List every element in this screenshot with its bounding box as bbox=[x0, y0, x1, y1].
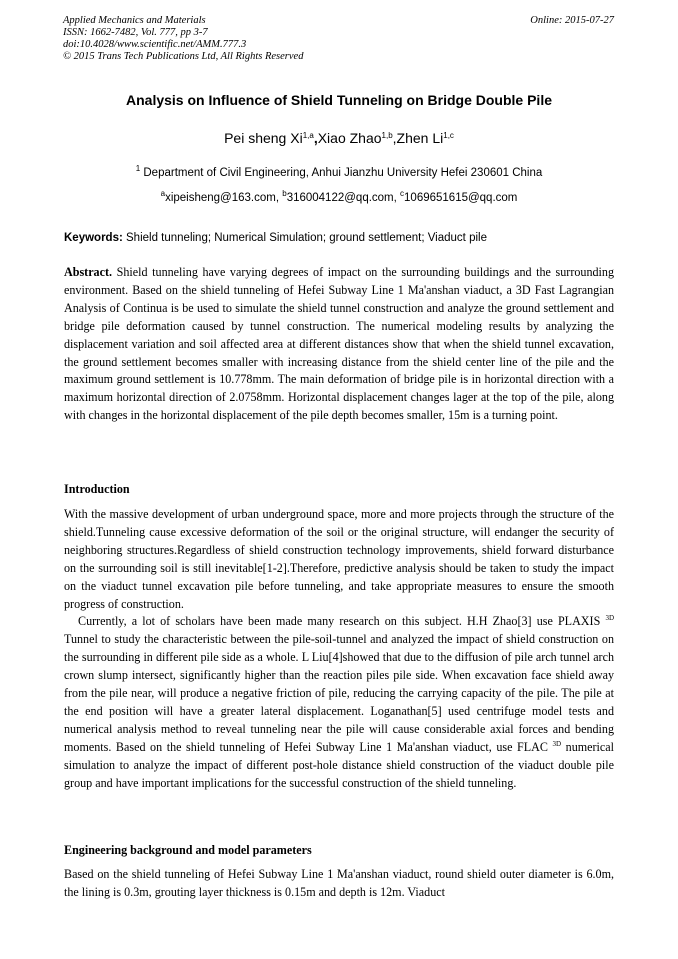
abstract-text: Shield tunneling have varying degrees of impact on the surrounding buildings and the surrounding environment. Based on the shield tunneling of Hefei Subway Line 1 Ma'anshan viaduct, a 3D Fast Lagrangian Analysis of Continua is be used to simulate the shield tunnel construction and analyze the ground settlement and bridge pile deformation caused by tunnel construction. The numerical modeling results by analyzing the displacement variation and soil affected area at different distances show that when the shield tunnel excavation, the ground settlement becomes smaller with increasing distance from the shield center line of the pile and the maximum ground settlement is 10.778mm. The main deformation of bridge pile is in horizontal direction with a maximum horizontal direction of 2.0758mm. Horizontal displacement changes lager at the top of the pile, along with changes in the horizontal displacement of the pile depth becomes smaller, 15m is a turning point. bbox=[64, 265, 614, 423]
engineering-body bbox=[64, 866, 614, 902]
issn: ISSN: 1662-7482, Vol. 777, pp 3-7 bbox=[63, 27, 208, 38]
text-run: Currently, a lot of scholars have been made many research on this subject. H.H Zhao[3] use PLAXIS bbox=[78, 614, 601, 629]
affil-text: Department of Civil Engineering, Anhui Jianzhu University Hefei 230601 China bbox=[143, 167, 543, 179]
abstract-label: Abstract. bbox=[64, 265, 113, 279]
email-list: $^a$xipeisheng@163.com, $^b$316004122@qq.com, $^c$1069651615@qq.com bbox=[160, 189, 518, 204]
keywords bbox=[64, 232, 624, 244]
email-link[interactable]: xipeisheng@163.com bbox=[165, 192, 276, 204]
author-affil-mark: 1,c bbox=[443, 131, 454, 140]
superscript: 3D bbox=[605, 614, 614, 623]
author-affil-mark: 1,a bbox=[302, 131, 314, 140]
affil-mark: 1 bbox=[135, 164, 141, 173]
text-run: numerical simulation to analyze the impact of different post-hole distance shield construction of the viaduct double pile group and have important implications for the successful construction of the shield tunneling. bbox=[64, 739, 614, 790]
author-name: Pei sheng Xi bbox=[224, 130, 303, 146]
paragraph: With the massive development of urban underground space, more and more projects through the structure of the shield.Tunneling cause excessive deformation of the soil or the original structure, will endanger the security of neighboring structures.Regardless of shield construction technology improvements, shield forward disturbance on the surrounding soil is still inevitable[1-2].Therefore, predictive analysis should be taken to study the impact on the viaduct tunnel excavation pile before tunneling, and take appropriate measures to ensure the smooth progress of construction. bbox=[64, 507, 614, 611]
keywords-text: Shield tunneling; Numerical Simulation; ground settlement; Viaduct pile bbox=[126, 232, 487, 244]
copyright: © 2015 Trans Tech Publications Ltd, All Rights Reserved bbox=[63, 51, 304, 62]
author-list: Pei sheng Xi$^{1,a}$,Xiao Zhao$^{1,b}$,Zhen Li$^{1,c}$ bbox=[224, 130, 454, 146]
email-mark: b bbox=[282, 189, 287, 198]
email-mark: a bbox=[160, 189, 166, 198]
author-name: Zhen Li bbox=[396, 130, 444, 146]
journal-name: Applied Mechanics and Materials bbox=[63, 15, 206, 26]
superscript: 3D bbox=[552, 739, 562, 748]
paragraph bbox=[64, 613, 614, 792]
doi: doi:10.4028/www.scientific.net/AMM.777.3 bbox=[63, 39, 247, 50]
online-date: Online: 2015-07-27 bbox=[530, 15, 614, 26]
paper-title: Analysis on Influence of Shield Tunneling on Bridge Double Pile bbox=[126, 92, 552, 108]
email-mark: c bbox=[400, 189, 405, 198]
introduction-body bbox=[64, 506, 614, 793]
author-affil-mark: 1,b bbox=[381, 131, 393, 140]
paragraph: Based on the shield tunneling of Hefei Subway Line 1 Ma'anshan viaduct, round shield outer diameter is 6.0m, the lining is 0.3m, grouting layer thickness is 0.15m and depth is 12m. Viaduct bbox=[64, 867, 614, 899]
section-heading-introduction: Introduction bbox=[64, 482, 130, 496]
keywords-label: Keywords: bbox=[64, 232, 123, 244]
author-name: Xiao Zhao bbox=[317, 130, 382, 146]
email-link[interactable]: 316004122@qq.com bbox=[286, 192, 394, 204]
journal-header bbox=[63, 15, 303, 63]
abstract bbox=[64, 264, 614, 425]
email-link[interactable]: 1069651615@qq.com bbox=[404, 192, 518, 204]
text-run: Tunnel to study the characteristic between the pile-soil-tunnel and analyzed the impact of shield construction on the surrounding in different pile side as a whole. L Liu[4]showed that due to the diffusion of pile arch tunnel arch crown slump intersect, significantly higher than the reaction piles pile side. When excavation face shield away from the pile near, will produce a negative friction of pile, reducing the carrying capacity of the pile. The pile at the end position will have a greater lateral displacement. Loganathan[5] used centrifuge model tests and numerical analysis method to reveal tunneling near the pile will cause considerable axial forces and bending moments. Based on the shield tunneling of Hefei Subway Line 1 Ma'anshan viaduct, use FLAC bbox=[64, 632, 614, 754]
affiliation bbox=[0, 164, 678, 179]
section-heading-engineering: Engineering background and model parameters bbox=[64, 843, 312, 857]
